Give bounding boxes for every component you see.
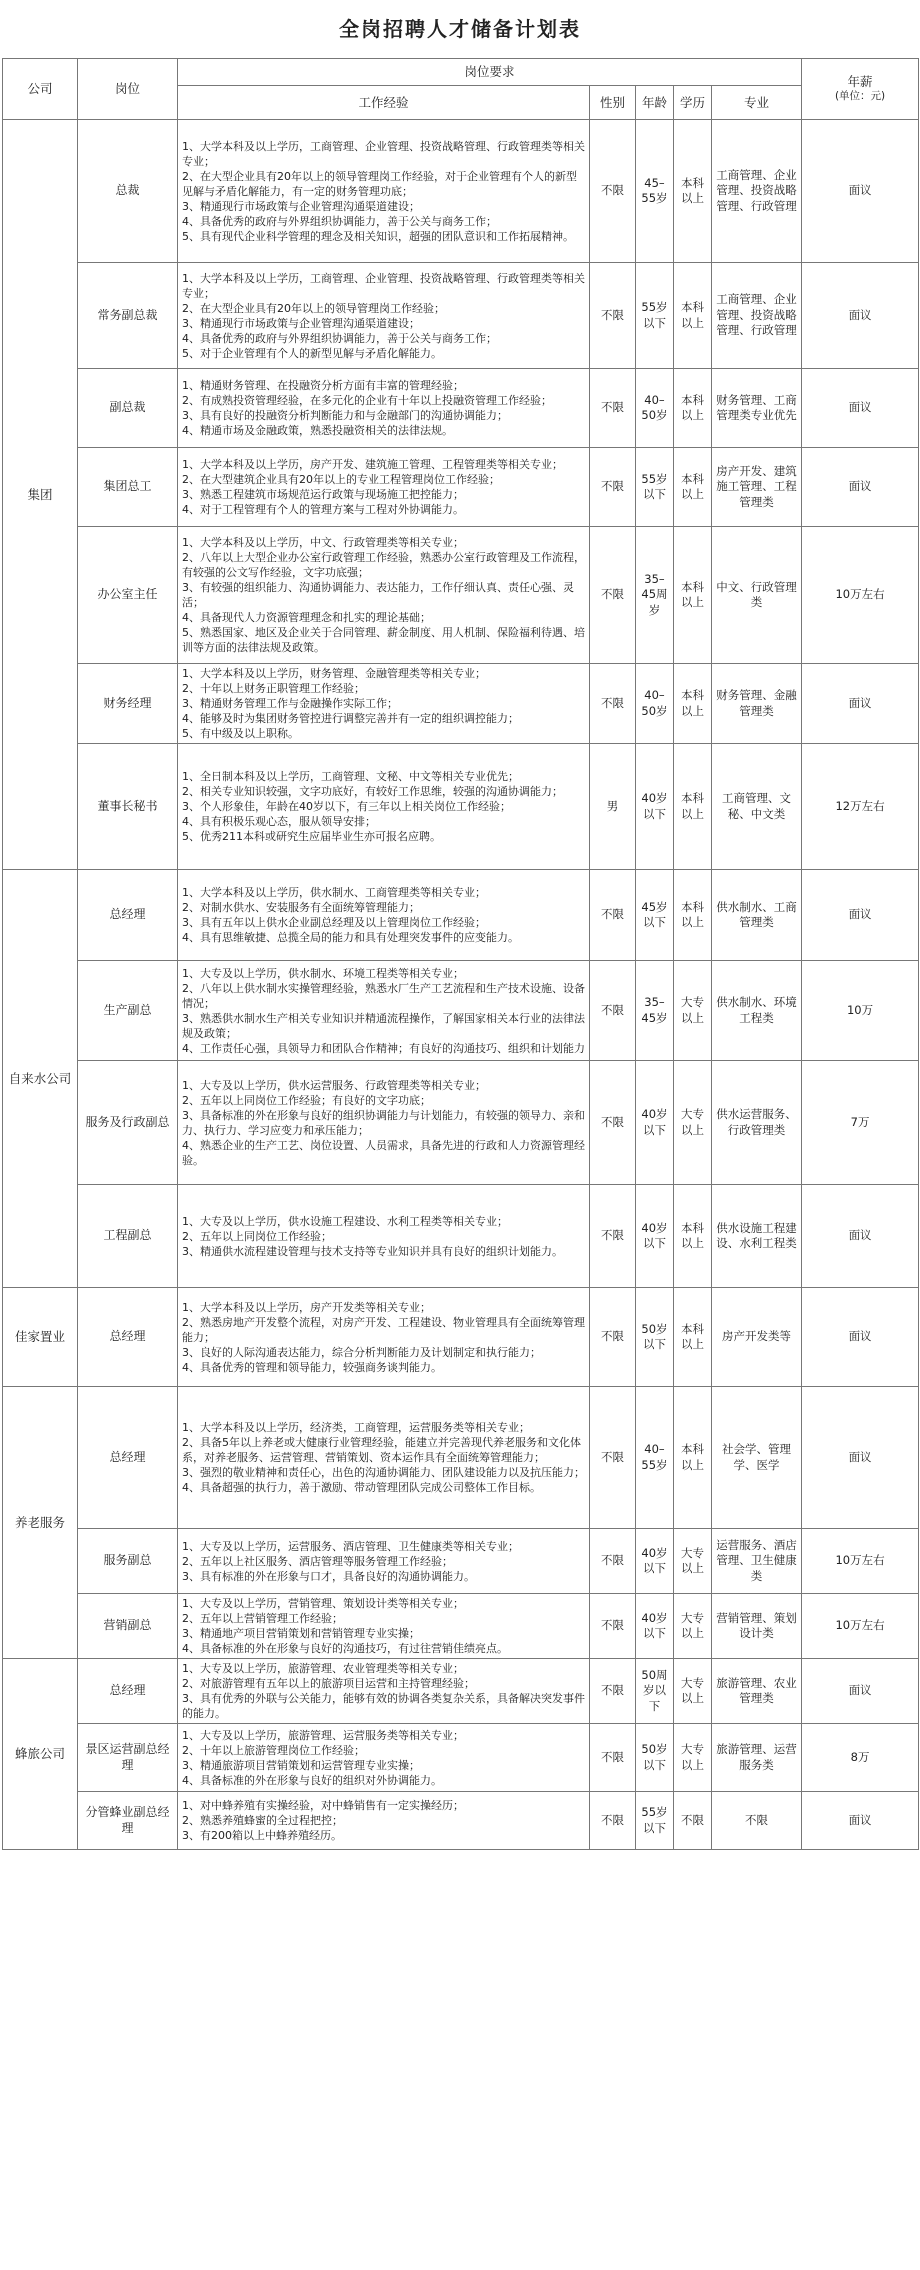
- salary-cell: 8万: [802, 1724, 919, 1792]
- position-cell: 集团总工: [78, 448, 178, 527]
- education-cell: 本科以上: [674, 664, 712, 744]
- major-cell: 营销管理、策划设计类: [712, 1594, 802, 1659]
- position-cell: 办公室主任: [78, 527, 178, 664]
- table-row: [3, 1288, 919, 1387]
- education-cell: 本科以上: [674, 369, 712, 448]
- education-cell: 大专以上: [674, 1724, 712, 1792]
- experience-cell: 1、大学本科及以上学历，工商管理、企业管理、投资战略管理、行政管理类等相关专业； 2、在大型企业具有20年以上的领导管理岗工作经验，对于企业管理有个人的新型见解与矛盾化解能力，有一定的财务管理功底； 3、精通现行市场政策与企业管理沟通渠道建设； 4、具备优秀的政府与外界组织协调能力，善于公关与商务工作； 5、具有现代企业科学管理的理念及相关知识，超强的团队意识和工作拓展精神。: [178, 120, 590, 263]
- table-row: [3, 961, 919, 1061]
- position-cell: 总经理: [78, 870, 178, 961]
- header-salary-unit: (单位：元): [834, 90, 886, 102]
- table-row: [3, 870, 919, 961]
- education-cell: 大专以上: [674, 961, 712, 1061]
- age-cell: 40–50岁: [636, 369, 674, 448]
- major-cell: 供水制水、环境工程类: [712, 961, 802, 1061]
- experience-cell: 1、大专及以上学历，营销管理、策划设计类等相关专业； 2、五年以上营销管理工作经验； 3、精通地产项目营销策划和营销管理专业实操； 4、具备标准的外在形象与良好的沟通技巧，有过往营销佳绩亮点。: [178, 1594, 590, 1659]
- age-cell: 45–55岁: [636, 120, 674, 263]
- recruitment-table: [2, 58, 919, 1850]
- experience-cell: 1、大专及以上学历，旅游管理、运营服务类等相关专业； 2、十年以上旅游管理岗位工作经验； 3、精通旅游项目营销策划和运营管理专业实操； 4、具备标准的外在形象与良好的组织对外协调能力。: [178, 1724, 590, 1792]
- salary-cell: 面议: [802, 120, 919, 263]
- salary-cell: 10万左右: [802, 527, 919, 664]
- experience-cell: 1、大学本科及以上学历，财务管理、金融管理类等相关专业； 2、十年以上财务正职管理工作经验； 3、精通财务管理工作与金融操作实际工作； 4、能够及时为集团财务管控进行调整完善并有一定的组织调控能力； 5、有中级及以上职称。: [178, 664, 590, 744]
- salary-cell: 面议: [802, 1185, 919, 1288]
- page-title: 全岗招聘人才储备计划表: [339, 17, 581, 41]
- major-cell: 财务管理、工商管理类专业优先: [712, 369, 802, 448]
- header-requirements: 岗位要求: [178, 59, 802, 86]
- experience-cell: 1、大专及以上学历，供水制水、环境工程类等相关专业； 2、八年以上供水制水实操管理经验，熟悉水厂生产工艺流程和生产技术设施、设备情况； 3、熟悉供水制水生产相关专业知识并精通流程操作，了解国家相关本行业的法律法规及政策； 4、工作责任心强，具领导力和团队合作精神；有良好的沟通技巧、组织和计划能力: [178, 961, 590, 1061]
- position-cell: 营销副总: [78, 1594, 178, 1659]
- major-cell: 工商管理、企业管理、投资战略管理、行政管理: [712, 263, 802, 369]
- salary-cell: 10万左右: [802, 1529, 919, 1594]
- age-cell: 40岁以下: [636, 744, 674, 870]
- gender-cell: 不限: [590, 1185, 636, 1288]
- position-cell: 总裁: [78, 120, 178, 263]
- table-row: [3, 1724, 919, 1792]
- position-cell: 总经理: [78, 1387, 178, 1529]
- major-cell: 房产开发、建筑施工管理、工程管理类: [712, 448, 802, 527]
- experience-cell: 1、大学本科及以上学历，中文、行政管理类等相关专业； 2、八年以上大型企业办公室行政管理工作经验，熟悉办公室行政管理及工作流程，有较强的公文写作经验，文字功底强； 3、有较强的组织能力、沟通协调能力、表达能力，工作仔细认真、责任心强、灵活； 4、具备现代人力资源管理理念和扎实的理论基础； 5、熟悉国家、地区及企业关于合同管理、薪金制度、用人机制、保险福利待遇、培训等方面的法律法规及政策。: [178, 527, 590, 664]
- header-position: 岗位: [78, 59, 178, 120]
- gender-cell: 不限: [590, 1288, 636, 1387]
- gender-cell: 不限: [590, 1792, 636, 1850]
- experience-cell: 1、对中蜂养殖有实操经验，对中蜂销售有一定实操经历； 2、熟悉养殖蜂蜜的全过程把控； 3、有200箱以上中蜂养殖经历。: [178, 1792, 590, 1850]
- salary-cell: 12万左右: [802, 744, 919, 870]
- age-cell: 55岁以下: [636, 448, 674, 527]
- major-cell: 供水设施工程建设、水利工程类: [712, 1185, 802, 1288]
- table-row: [3, 1185, 919, 1288]
- table-row: [3, 527, 919, 664]
- gender-cell: 不限: [590, 263, 636, 369]
- experience-cell: 1、大专及以上学历，旅游管理、农业管理类等相关专业； 2、对旅游管理有五年以上的旅游项目运营和主持管理经验； 3、具有优秀的外联与公关能力，能够有效的协调各类复杂关系，具备解决突发事件的能力。: [178, 1659, 590, 1724]
- salary-cell: 面议: [802, 1387, 919, 1529]
- experience-cell: 1、大学本科及以上学历，经济类，工商管理，运营服务类等相关专业； 2、具备5年以上养老或大健康行业管理经验，能建立并完善现代养老服务和文化体系，对养老服务、运营管理、营销策划、资本运作具有全面统筹管理能力； 3、强烈的敬业精神和责任心，出色的沟通协调能力、团队建设能力以及抗压能力； 4、具备超强的执行力，善于激励、带动管理团队完成公司整体工作目标。: [178, 1387, 590, 1529]
- position-cell: 景区运营副总经理: [78, 1724, 178, 1792]
- age-cell: 40岁以下: [636, 1185, 674, 1288]
- age-cell: 50岁以下: [636, 1724, 674, 1792]
- gender-cell: 不限: [590, 1724, 636, 1792]
- table-row: [3, 1387, 919, 1529]
- table-row: [3, 263, 919, 369]
- education-cell: 本科以上: [674, 448, 712, 527]
- major-cell: 供水运营服务、行政管理类: [712, 1061, 802, 1185]
- major-cell: 工商管理、文秘、中文类: [712, 744, 802, 870]
- age-cell: 50周岁以下: [636, 1659, 674, 1724]
- education-cell: 大专以上: [674, 1659, 712, 1724]
- company-cell: 养老服务: [3, 1387, 78, 1659]
- major-cell: 财务管理、金融管理类: [712, 664, 802, 744]
- education-cell: 本科以上: [674, 1288, 712, 1387]
- education-cell: 大专以上: [674, 1594, 712, 1659]
- education-cell: 大专以上: [674, 1061, 712, 1185]
- gender-cell: 不限: [590, 1387, 636, 1529]
- education-cell: 不限: [674, 1792, 712, 1850]
- gender-cell: 不限: [590, 664, 636, 744]
- education-cell: 本科以上: [674, 527, 712, 664]
- major-cell: 房产开发类等: [712, 1288, 802, 1387]
- experience-cell: 1、大学本科及以上学历，房产开发类等相关专业； 2、熟悉房地产开发整个流程，对房产开发、工程建设、物业管理具有全面统筹管理能力； 3、良好的人际沟通表达能力，综合分析判断能力及计划制定和执行能力； 4、具备优秀的管理和领导能力，较强商务谈判能力。: [178, 1288, 590, 1387]
- major-cell: 中文、行政管理类: [712, 527, 802, 664]
- position-cell: 董事长秘书: [78, 744, 178, 870]
- age-cell: 40–50岁: [636, 664, 674, 744]
- major-cell: 工商管理、企业管理、投资战略管理、行政管理: [712, 120, 802, 263]
- gender-cell: 不限: [590, 870, 636, 961]
- position-cell: 总经理: [78, 1659, 178, 1724]
- gender-cell: 不限: [590, 369, 636, 448]
- salary-cell: 面议: [802, 1288, 919, 1387]
- table-row: [3, 664, 919, 744]
- position-cell: 服务及行政副总: [78, 1061, 178, 1185]
- education-cell: 本科以上: [674, 263, 712, 369]
- salary-cell: 面议: [802, 1792, 919, 1850]
- salary-cell: 面议: [802, 369, 919, 448]
- position-cell: 生产副总: [78, 961, 178, 1061]
- education-cell: 大专以上: [674, 1529, 712, 1594]
- experience-cell: 1、全日制本科及以上学历，工商管理、文秘、中文等相关专业优先； 2、相关专业知识较强，文字功底好，有较好工作思维，较强的沟通协调能力； 3、个人形象佳，年龄在40岁以下，有三年以上相关岗位工作经验； 4、具有积极乐观心态，服从领导安排； 5、优秀211本科或研究生应届毕业生亦可报名应聘。: [178, 744, 590, 870]
- major-cell: 不限: [712, 1792, 802, 1850]
- table-row: [3, 1594, 919, 1659]
- header-gender: 性别: [590, 86, 636, 120]
- position-cell: 常务副总裁: [78, 263, 178, 369]
- salary-cell: 面议: [802, 664, 919, 744]
- header-salary: [802, 59, 919, 120]
- experience-cell: 1、大专及以上学历，运营服务、酒店管理、卫生健康类等相关专业； 2、五年以上社区服务、酒店管理等服务管理工作经验； 3、具有标准的外在形象与口才，具备良好的沟通协调能力。: [178, 1529, 590, 1594]
- gender-cell: 不限: [590, 961, 636, 1061]
- gender-cell: 男: [590, 744, 636, 870]
- major-cell: 供水制水、工商管理类: [712, 870, 802, 961]
- position-cell: 工程副总: [78, 1185, 178, 1288]
- age-cell: 50岁以下: [636, 1288, 674, 1387]
- age-cell: 35–45岁: [636, 961, 674, 1061]
- table-row: [3, 120, 919, 263]
- header-age: 年龄: [636, 86, 674, 120]
- table-body: [3, 120, 919, 1850]
- company-cell: 自来水公司: [3, 870, 78, 1288]
- gender-cell: 不限: [590, 1061, 636, 1185]
- education-cell: 本科以上: [674, 1387, 712, 1529]
- age-cell: 35–45周岁: [636, 527, 674, 664]
- header-education: 学历: [674, 86, 712, 120]
- salary-cell: 7万: [802, 1061, 919, 1185]
- gender-cell: 不限: [590, 120, 636, 263]
- company-cell: 集团: [3, 120, 78, 870]
- gender-cell: 不限: [590, 1529, 636, 1594]
- salary-cell: 面议: [802, 263, 919, 369]
- salary-cell: 10万: [802, 961, 919, 1061]
- education-cell: 本科以上: [674, 120, 712, 263]
- company-cell: 佳家置业: [3, 1288, 78, 1387]
- major-cell: 旅游管理、农业管理类: [712, 1659, 802, 1724]
- salary-cell: 面议: [802, 870, 919, 961]
- header-company: 公司: [3, 59, 78, 120]
- age-cell: 40岁以下: [636, 1594, 674, 1659]
- major-cell: 社会学、管理学、医学: [712, 1387, 802, 1529]
- education-cell: 本科以上: [674, 1185, 712, 1288]
- experience-cell: 1、精通财务管理、在投融资分析方面有丰富的管理经验； 2、有成熟投资管理经验，在多元化的企业有十年以上投融资管理工作经验； 3、具有良好的投融资分析判断能力和与金融部门的沟通协调能力； 4、精通市场及金融政策，熟悉投融资相关的法律法规。: [178, 369, 590, 448]
- salary-cell: 面议: [802, 1659, 919, 1724]
- experience-cell: 1、大学本科及以上学历，工商管理、企业管理、投资战略管理、行政管理类等相关专业； 2、在大型企业具有20年以上的领导管理岗工作经验； 3、精通现行市场政策与企业管理沟通渠道建设； 4、具备优秀的政府与外界组织协调能力，善于公关与商务工作； 5、对于企业管理有个人的新型见解与矛盾化解能力。: [178, 263, 590, 369]
- position-cell: 服务副总: [78, 1529, 178, 1594]
- age-cell: 40岁以下: [636, 1061, 674, 1185]
- table-row: [3, 448, 919, 527]
- company-cell: 蜂旅公司: [3, 1659, 78, 1850]
- experience-cell: 1、大学本科及以上学历，供水制水、工商管理类等相关专业； 2、对制水供水、安装服务有全面统筹管理能力； 3、具有五年以上供水企业副总经理及以上管理岗位工作经验； 4、具有思维敏捷、总揽全局的能力和具有处理突发事件的应变能力。: [178, 870, 590, 961]
- gender-cell: 不限: [590, 1594, 636, 1659]
- header-experience: 工作经验: [178, 86, 590, 120]
- experience-cell: 1、大专及以上学历，供水设施工程建设、水利工程类等相关专业； 2、五年以上同岗位工作经验； 3、精通供水流程建设管理与技术支持等专业知识并具有良好的组织计划能力。: [178, 1185, 590, 1288]
- major-cell: 旅游管理、运营服务类: [712, 1724, 802, 1792]
- age-cell: 40岁以下: [636, 1529, 674, 1594]
- table-row: [3, 1529, 919, 1594]
- gender-cell: 不限: [590, 527, 636, 664]
- position-cell: 财务经理: [78, 664, 178, 744]
- age-cell: 55岁以下: [636, 1792, 674, 1850]
- education-cell: 本科以上: [674, 744, 712, 870]
- table-row: [3, 1792, 919, 1850]
- education-cell: 本科以上: [674, 870, 712, 961]
- age-cell: 55岁以下: [636, 263, 674, 369]
- table-row: [3, 369, 919, 448]
- position-cell: 分管蜂业副总经理: [78, 1792, 178, 1850]
- age-cell: 40–55岁: [636, 1387, 674, 1529]
- position-cell: 总经理: [78, 1288, 178, 1387]
- gender-cell: 不限: [590, 448, 636, 527]
- age-cell: 45岁以下: [636, 870, 674, 961]
- experience-cell: 1、大专及以上学历，供水运营服务、行政管理类等相关专业； 2、五年以上同岗位工作经验；有良好的文字功底； 3、具备标准的外在形象与良好的组织协调能力与计划能力，有较强的领导力、亲和力、执行力、学习应变力和承压能力； 4、熟悉企业的生产工艺、岗位设置、人员需求，具备先进的行政和人力资源管理经验。: [178, 1061, 590, 1185]
- gender-cell: 不限: [590, 1659, 636, 1724]
- header-salary-label: 年薪: [847, 73, 873, 89]
- position-cell: 副总裁: [78, 369, 178, 448]
- table-row: [3, 744, 919, 870]
- header-major: 专业: [712, 86, 802, 120]
- salary-cell: 10万左右: [802, 1594, 919, 1659]
- major-cell: 运营服务、酒店管理、卫生健康类: [712, 1529, 802, 1594]
- table-row: [3, 1061, 919, 1185]
- table-row: [3, 1659, 919, 1724]
- salary-cell: 面议: [802, 448, 919, 527]
- experience-cell: 1、大学本科及以上学历，房产开发、建筑施工管理、工程管理类等相关专业； 2、在大型建筑企业具有20年以上的专业工程管理岗位工作经验； 3、熟悉工程建筑市场规范运行政策与现场施工把控能力； 4、对于工程管理有个人的管理方案与工程对外协调能力。: [178, 448, 590, 527]
